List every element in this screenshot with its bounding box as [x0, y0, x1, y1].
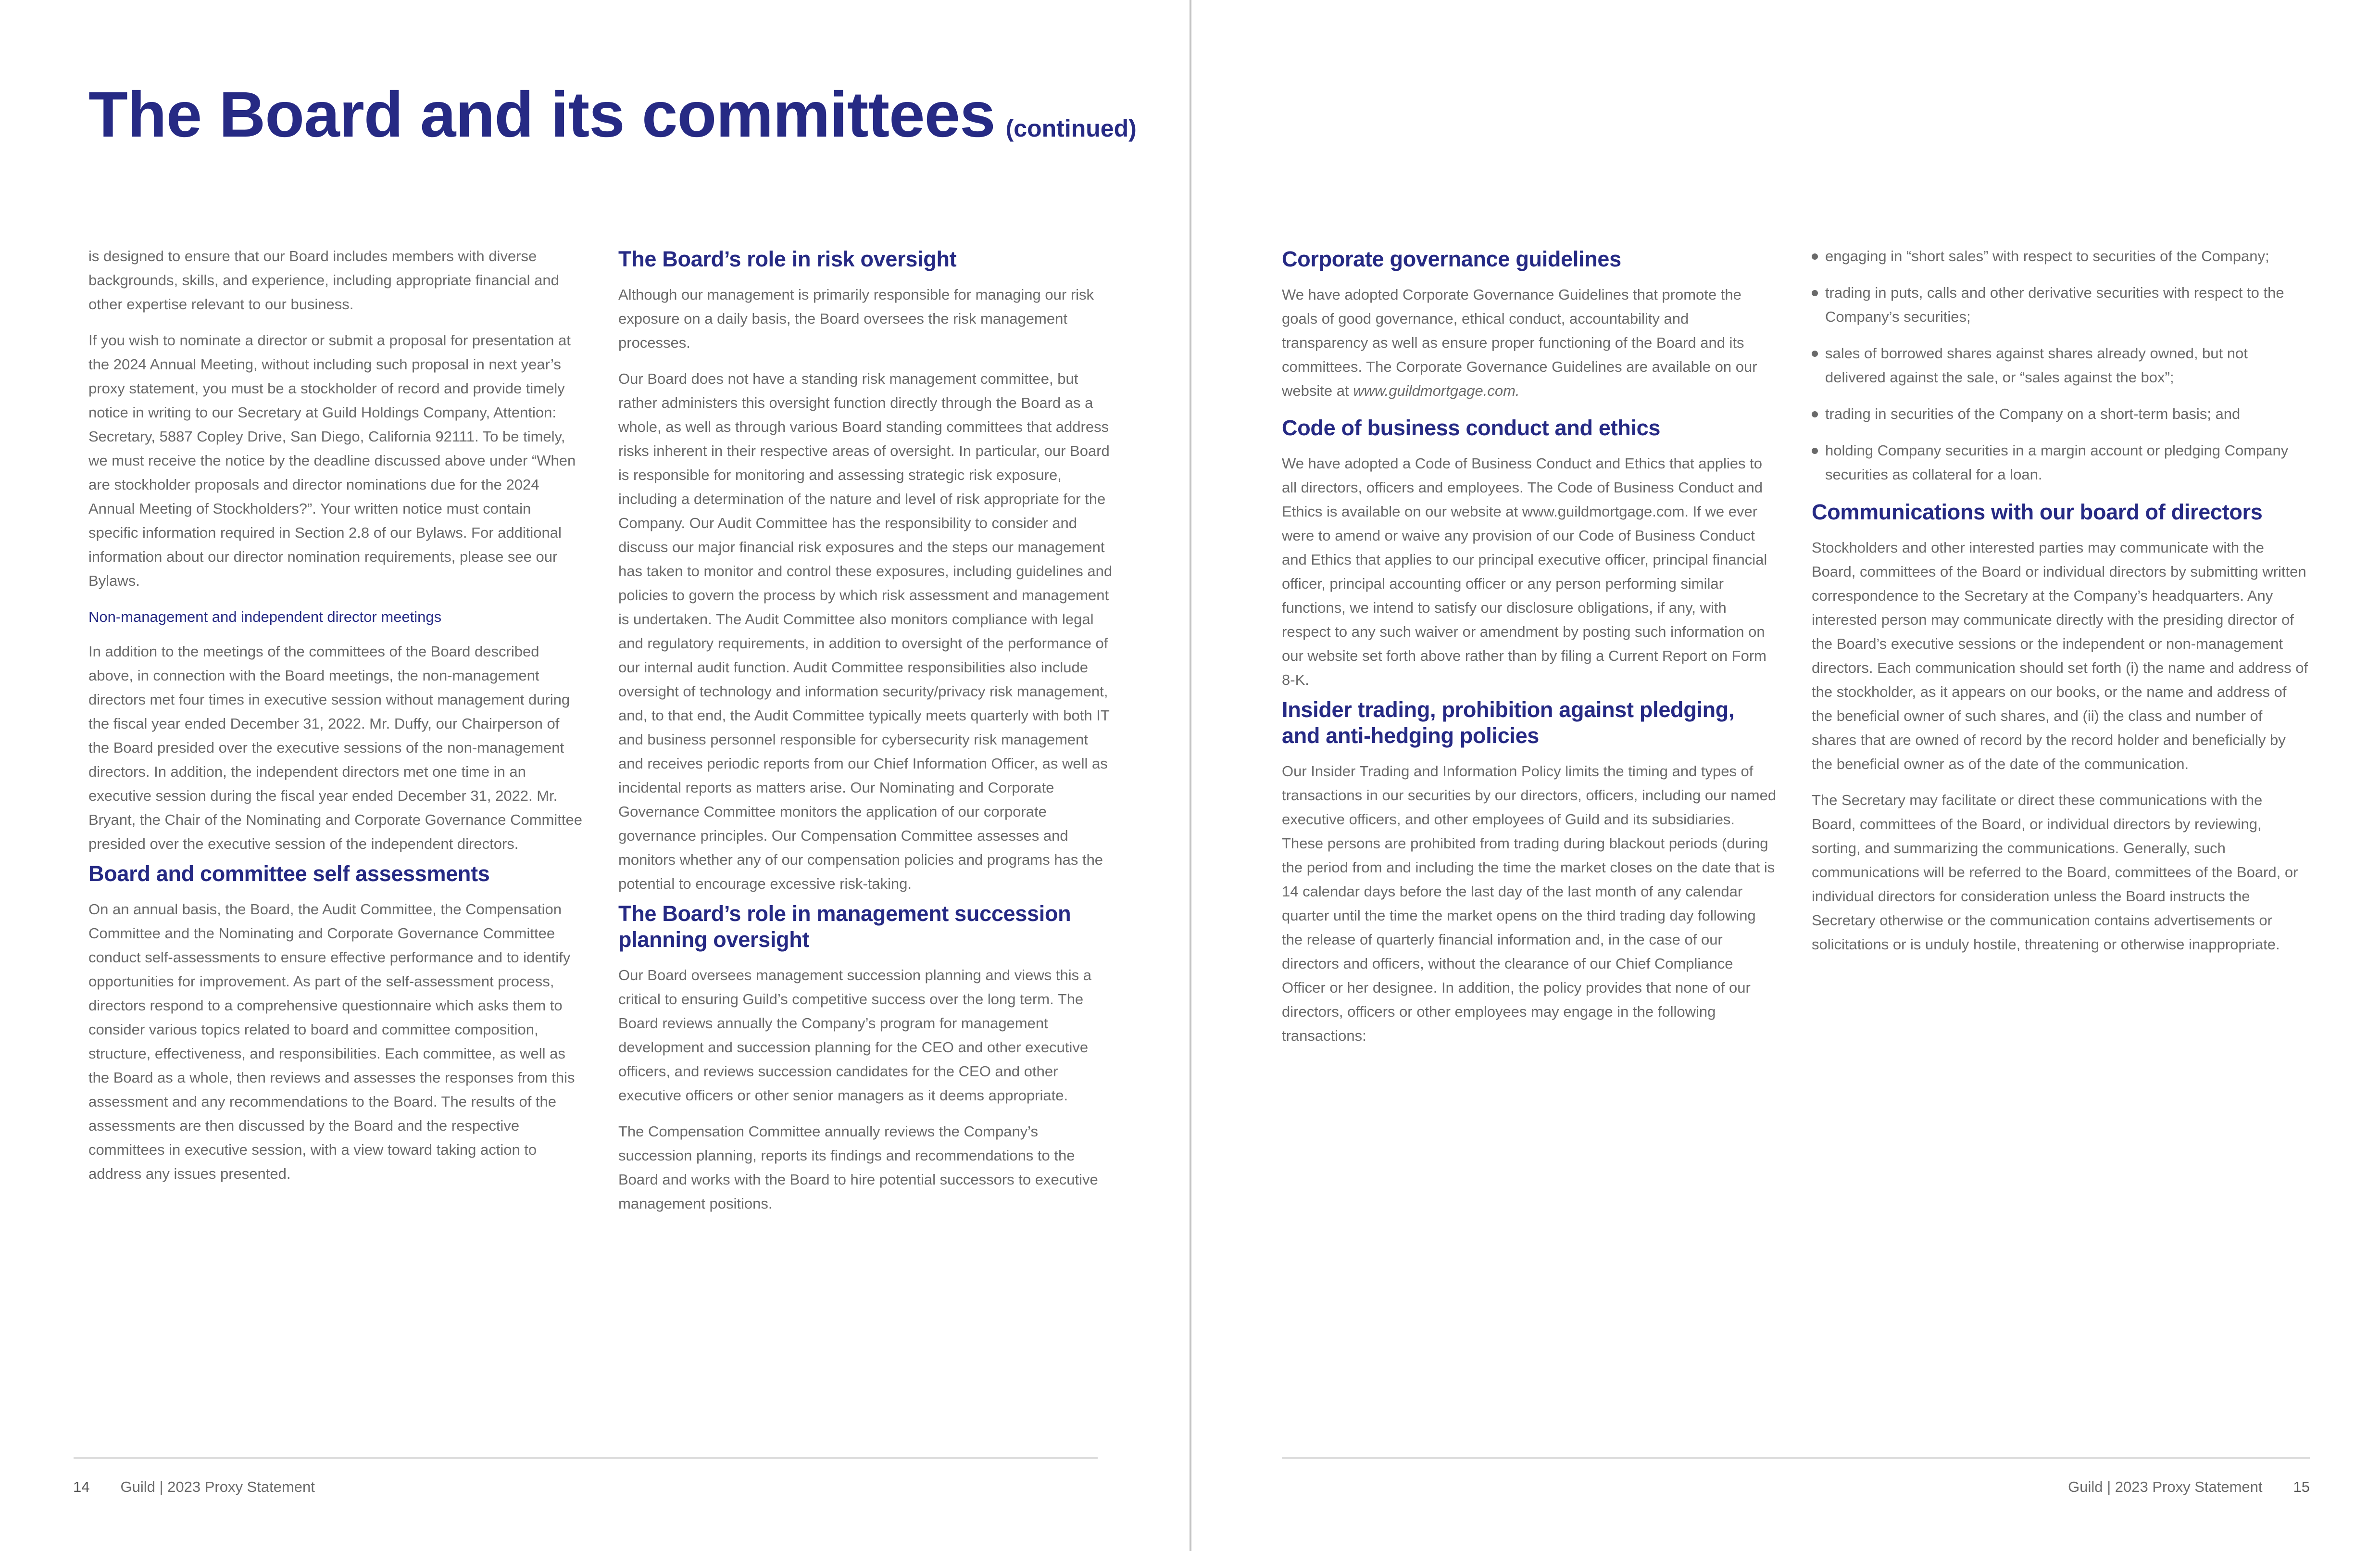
paragraph-insider-trading: Our Insider Trading and Information Policy limits the timing and types of transactions in our securities by our directors, officers, including our named executive officers, and other employees of Guild and its subsidiaries. These persons are prohibited from trading during blackout periods (during the period from and including the time the market closes on the date that is 14 calendar days before the last day of the last month of any calendar quarter until the time the market opens on the third trading day following the release of quarterly financial information and, in the case of our directors and officers, without the clearance of our Chief Compliance Officer or her designee. In addition, the policy provides that none of our directors, officers or other employees may engage in the following transactions: [1282, 763, 1777, 1044]
bullet-icon [1812, 448, 1818, 454]
paragraph-succession-compensation: The Compensation Committee annually reviews the Company’s succession planning, reports its findings and recommendations to the Board and works with the Board to hire potential successors to executive management positions. [618, 1123, 1098, 1212]
heading-risk-oversight: The Board’s role in risk oversight [618, 247, 957, 271]
footer-divider-left [74, 1457, 1098, 1459]
left-page-column-1 [88, 244, 584, 1198]
paragraph-risk-committees: Our Board does not have a standing risk management committee, but rather administers this oversight function directly through the Board as a whole, as well as through various Board standing committees that address risks inherent in their respective areas of oversight. In particular, our Board is responsible for monitoring and assessing strategic risk exposure, including a determination of the nature and level of risk appropriate for the Company. Our Audit Committee has the responsibility to consider and discuss our major financial risk exposures and the steps our management has taken to monitor and control these exposures, including guidelines and policies to govern the process by which risk assessment and management is undertaken. The Audit Committee also monitors compliance with legal and regulatory requirements, in addition to oversight of the performance of our internal audit function. Audit Committee responsibilities also include oversight of technology and information security/privacy risk management, and, to that end, the Audit Committee typically meets quarterly with both IT and business personnel responsible for cybersecurity risk management and receives periodic reports from our Chief Information Officer, as well as incidental reports as matters arise. Our Nominating and Corporate Governance Committee monitors the application of our corporate governance principles. Our Compensation Committee assesses and monitors whether any of our compensation policies and programs has the potential to encourage excessive risk-taking. [618, 370, 1113, 892]
footer-left [73, 1477, 315, 1497]
right-page-column-2 [1812, 244, 2310, 969]
list-item [1812, 281, 2310, 329]
bullet-icon [1812, 290, 1818, 296]
paragraph-governance-guidelines [1282, 283, 1777, 403]
heading-governance-guidelines: Corporate governance guidelines [1282, 247, 1621, 271]
list-item [1812, 341, 2310, 390]
list-item [1812, 402, 2310, 426]
list-item-text: sales of borrowed shares against shares already owned, but not delivered against the sale, or “sales against the box”; [1825, 345, 2248, 386]
list-item-text: holding Company securities in a margin account or pledging Company securities as collateral for a loan. [1825, 442, 2289, 483]
heading-succession-planning: The Board’s role in management succession planning oversight [618, 901, 1071, 952]
page-title-text: The Board and its committees [88, 79, 995, 151]
left-page-column-2 [618, 244, 1114, 1228]
page-number-left: 14 [73, 1478, 90, 1495]
page-title [88, 79, 1137, 151]
footer-label-right: Guild | 2023 Proxy Statement [2068, 1478, 2263, 1495]
footer-label-left: Guild | 2023 Proxy Statement [120, 1478, 315, 1495]
bullet-icon [1812, 351, 1818, 357]
paragraph-risk-intro: Although our management is primarily responsible for managing our risk exposure on a daily basis, the Board oversees the risk management processes. [618, 286, 1094, 351]
website-link[interactable]: www.guildmortgage.com. [1353, 382, 1520, 399]
list-item-text: trading in securities of the Company on a short-term basis; and [1825, 405, 2241, 422]
paragraph-code-of-conduct: We have adopted a Code of Business Conduct and Ethics that applies to all directors, officers and employees. The Code of Business Conduct and Ethics is available on our website at www.guildmortgage.com. If we ever were to amend or waive any provision of our Code of Business Conduct and Ethics that applies to our principal executive officer, principal financial officer, principal accounting officer or any person performing similar functions, we intend to satisfy our disclosure obligations, if any, with respect to any such waiver or amendment by posting such information on our website set forth above rather than by filing a Current Report on Form 8-K. [1282, 455, 1767, 688]
bullet-icon [1812, 253, 1818, 260]
list-item-text: trading in puts, calls and other derivative securities with respect to the Company’s securities; [1825, 284, 2284, 325]
prohibited-transactions-list [1812, 244, 2310, 487]
subheading-director-meetings: Non-management and independent director meetings [88, 608, 442, 625]
page-number-right: 15 [2293, 1478, 2310, 1495]
list-item [1812, 439, 2310, 487]
paragraph-self-assessments: On an annual basis, the Board, the Audit Committee, the Compensation Committee and the Nominating and Corporate Governance Committee conduct self-assessments to ensure effective performance and to identify opportunities for improvement. As part of the self-assessment process, directors respond to a comprehensive questionnaire which asks them to consider various topics related to board and committee composition, structure, effectiveness, and responsibilities. Each committee, as well as the Board as a whole, then reviews and assesses the responses from this assessment and any recommendations to the Board. The results of the assessments are then discussed by the Board and the respective committees in executive session, with a view toward taking action to address any issues presented. [88, 901, 575, 1182]
list-item [1812, 244, 2310, 268]
paragraph-secretary-role: The Secretary may facilitate or direct these communications with the Board, committees of the Board, or individual directors by reviewing, sorting, and summarizing the communications. Generally, such communications will be referred to the Board, committees of the Board, or individual directors for consideration unless the Board instructs the Secretary otherwise or the communication contains advertisements or solicitations or is unduly hostile, threatening or otherwise inappropriate. [1812, 792, 2298, 953]
list-item-text: engaging in “short sales” with respect to securities of the Company; [1825, 248, 2269, 265]
governance-text: We have adopted Corporate Governance Guidelines that promote the goals of good governance, ethical conduct, accountability and transparency as well as ensure proper functioning of the Board and its committees. The Corporate Governance Guidelines are available on our website at [1282, 286, 1757, 399]
page-title-suffix: (continued) [1005, 115, 1137, 142]
paragraph-board-diversity: is designed to ensure that our Board includes members with diverse backgrounds, skills, and experience, including appropriate financial and other expertise relevant to our business. [88, 248, 559, 313]
heading-self-assessments: Board and committee self assessments [88, 861, 490, 886]
footer-right [2068, 1477, 2310, 1497]
paragraph-director-nomination: If you wish to nominate a director or submit a proposal for presentation at the 2024 Annual Meeting, without including such proposal in next year’s proxy statement, you must be a stockholder of record and provide timely notice in writing to our Secretary at Guild Holdings Company, Attention: Secretary, 5887 Copley Drive, San Diego, California 92111. To be timely, we must receive the notice by the deadline discussed above under “When are stockholder proposals and director nominations due for the 2024 Annual Meeting of Stockholders?”. Your written notice must contain specific information required in Section 2.8 of our Bylaws. For additional information about our director nomination requirements, please see our Bylaws. [88, 332, 576, 589]
heading-board-communications: Communications with our board of directors [1812, 500, 2263, 524]
paragraph-executive-sessions: In addition to the meetings of the committees of the Board described above, in connection with the Board meetings, the non-management directors met four times in executive session without management during the fiscal year ended December 31, 2022. Mr. Duffy, our Chairperson of the Board presided over the executive sessions of the non-management directors. In addition, the independent directors met one time in an executive session during the fiscal year ended December 31, 2022. Mr. Bryant, the Chair of the Nominating and Corporate Governance Committee presided over the executive session of the independent directors. [88, 643, 582, 852]
heading-insider-trading: Insider trading, prohibition against pledging, and anti-hedging policies [1282, 697, 1735, 748]
bullet-icon [1812, 411, 1818, 417]
footer-divider-right [1282, 1457, 2310, 1459]
heading-code-of-conduct: Code of business conduct and ethics [1282, 416, 1661, 440]
paragraph-communications-process: Stockholders and other interested parties may communicate with the Board, committees of the Board or individual directors by submitting written correspondence to the Secretary at the Company’s headquarters. Any interested person may communicate directly with the presiding director of the Board’s executive sessions or the independent or non-management directors. Each communication should set forth (i) the name and address of the stockholder, as it appears on our books, or the name and address of the beneficial owner of such shares, and (ii) the class and number of shares that are owned of record by the record holder and beneficially by the beneficial owner as of the date of the communication. [1812, 539, 2308, 772]
paragraph-succession-board: Our Board oversees management succession planning and views this a critical to ensuring Guild’s competitive success over the long term. The Board reviews annually the Company’s program for management development and succession planning for the CEO and other executive officers, and reviews succession candidates for the CEO and other executive officers or other senior managers as it deems appropriate. [618, 967, 1091, 1104]
right-page-column-1 [1282, 244, 1777, 1060]
